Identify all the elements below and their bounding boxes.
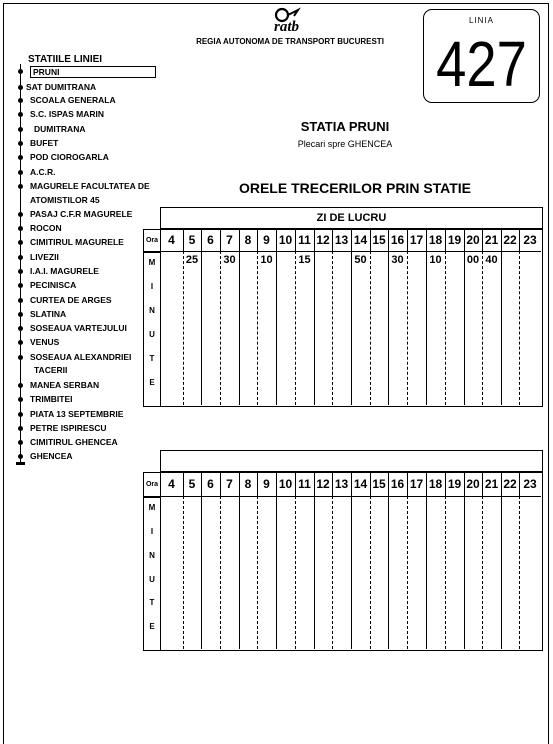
hour-separator xyxy=(276,229,277,251)
minute-column-line xyxy=(257,496,258,649)
hour-cell: 19 xyxy=(447,477,462,491)
minute-letter: I xyxy=(150,282,154,291)
stop-marker-icon xyxy=(18,454,23,459)
stop-marker-icon xyxy=(18,85,23,90)
hour-cell: 17 xyxy=(409,477,424,491)
hour-separator xyxy=(332,229,333,251)
minute-column-line xyxy=(407,496,408,649)
line-label: LINIA xyxy=(468,16,494,25)
hour-cell: 13 xyxy=(334,233,349,247)
minute-column-line xyxy=(332,496,333,649)
hour-cell: 10 xyxy=(278,233,293,247)
hour-cell: 22 xyxy=(503,477,517,491)
hour-separator xyxy=(445,472,446,496)
hour-cell: 17 xyxy=(409,233,424,247)
stop-item: TACERII xyxy=(34,365,68,375)
stop-item: MAGURELE FACULTATEA DE xyxy=(30,181,150,191)
hour-separator xyxy=(501,229,502,251)
minute-letter: N xyxy=(149,550,155,560)
minute-letter: U xyxy=(149,330,155,339)
stop-item: SCOALA GENERALA xyxy=(30,95,116,105)
stop-marker-icon xyxy=(18,212,23,217)
hour-cell: 16 xyxy=(390,233,405,247)
minute-column-line xyxy=(295,496,296,649)
hour-cell: 8 xyxy=(244,233,252,247)
minute-cell: 25 xyxy=(185,254,199,266)
line-number-box xyxy=(423,9,540,103)
timetable-title: ORELE TRECERILOR PRIN STATIE xyxy=(238,180,472,196)
stop-marker-icon xyxy=(18,440,23,445)
minute-cell: 10 xyxy=(260,254,273,266)
hour-cell: 14 xyxy=(353,233,368,247)
stop-marker-icon xyxy=(18,326,23,331)
hour-separator xyxy=(314,229,315,251)
hour-cell: 11 xyxy=(298,233,311,247)
minute-cell: 10 xyxy=(429,254,442,266)
stop-marker-icon xyxy=(18,127,23,132)
stop-item: POD CIOROGARLA xyxy=(30,152,109,162)
direction: Plecari spre GHENCEA xyxy=(297,139,393,149)
minute-cell: 30 xyxy=(223,254,236,266)
table-header-label: ZI DE LUCRU xyxy=(160,207,543,229)
minute-letter: T xyxy=(149,354,155,363)
hour-cell: 4 xyxy=(168,233,175,247)
hour-cell: 21 xyxy=(484,477,499,491)
stop-marker-icon xyxy=(18,98,23,103)
hour-cell: 20 xyxy=(466,233,480,247)
stop-marker-icon xyxy=(18,298,23,303)
hour-separator xyxy=(295,472,296,496)
hour-separator xyxy=(239,472,240,496)
minute-column-line xyxy=(370,251,371,405)
minute-letter: U xyxy=(149,574,155,584)
stop-marker-icon xyxy=(18,283,23,288)
hour-separator xyxy=(464,472,465,496)
hour-cell: 14 xyxy=(353,477,368,491)
hour-separator xyxy=(239,229,240,251)
minute-column-line xyxy=(351,251,352,405)
minute-column-line xyxy=(351,496,352,649)
hour-cell: 18 xyxy=(428,477,443,491)
stop-item: PETRE ISPIRESCU xyxy=(30,423,107,433)
minute-column-line xyxy=(501,251,502,405)
minute-label xyxy=(143,251,161,407)
stop-marker-icon xyxy=(18,240,23,245)
minute-column-line xyxy=(445,251,446,405)
minute-column-line xyxy=(519,496,520,649)
minute-column-line xyxy=(426,496,427,649)
hour-separator xyxy=(426,229,427,251)
stop-item: CURTEA DE ARGES xyxy=(30,295,112,305)
stop-item: A.C.R. xyxy=(30,167,56,177)
stop-item: SOSEAUA ALEXANDRIEI xyxy=(30,352,132,362)
hour-separator xyxy=(482,472,483,496)
minute-cell: 30 xyxy=(391,254,404,266)
minute-column-line xyxy=(276,496,277,649)
hour-cell: 13 xyxy=(334,477,349,491)
minute-column-line xyxy=(464,496,465,649)
minute-column-line xyxy=(295,251,296,405)
hour-cell: 10 xyxy=(278,477,293,491)
hour-separator xyxy=(183,229,184,251)
minute-column-line xyxy=(183,496,184,649)
hour-separator xyxy=(388,229,389,251)
minute-letter: M xyxy=(148,258,156,267)
hour-separator xyxy=(370,472,371,496)
stop-item: SAT DUMITRANA xyxy=(26,82,97,92)
minute-cell: 00 xyxy=(466,254,480,266)
hour-cell: 22 xyxy=(503,233,517,247)
minute-column-line xyxy=(370,496,371,649)
hour-separator xyxy=(201,472,202,496)
minute-column-line xyxy=(388,496,389,649)
minute-column-line xyxy=(220,496,221,649)
minute-letter: E xyxy=(149,378,155,387)
stop-marker-icon xyxy=(18,397,23,402)
stop-item: I.A.I. MAGURELE xyxy=(30,266,99,276)
stop-item: CIMITIRUL MAGURELE xyxy=(30,237,124,247)
hour-separator xyxy=(519,472,520,496)
minute-column-line xyxy=(445,496,446,649)
hour-separator xyxy=(295,229,296,251)
hour-separator xyxy=(257,472,258,496)
hour-separator xyxy=(426,472,427,496)
stop-marker-icon xyxy=(18,340,23,345)
minute-column-line xyxy=(482,496,483,649)
hour-separator xyxy=(407,472,408,496)
hour-cell: 11 xyxy=(298,477,311,491)
hour-separator xyxy=(276,472,277,496)
minute-column-line xyxy=(314,496,315,649)
minute-column-line xyxy=(220,251,221,405)
stop-marker-icon xyxy=(18,69,23,74)
stop-marker-icon xyxy=(18,226,23,231)
stop-item: PASAJ C.F.R MAGURELE xyxy=(30,209,133,219)
stop-item: TRIMBITEI xyxy=(30,394,73,404)
hour-cell: 20 xyxy=(466,477,480,491)
line-number: 427 xyxy=(436,28,527,100)
stop-item: DUMITRANA xyxy=(34,124,86,134)
hour-separator xyxy=(332,472,333,496)
minute-column-line xyxy=(501,496,502,649)
hour-separator xyxy=(351,229,352,251)
minute-label xyxy=(143,496,161,651)
stop-item: PECINISCA xyxy=(30,280,77,290)
hour-separator xyxy=(445,229,446,251)
hour-separator xyxy=(220,229,221,251)
hour-separator xyxy=(220,472,221,496)
hour-cell: 23 xyxy=(523,233,537,247)
stop-item: CIMITIRUL GHENCEA xyxy=(30,437,118,447)
stop-marker-icon xyxy=(18,184,23,189)
hour-separator xyxy=(464,229,465,251)
hour-cell: 21 xyxy=(484,233,499,247)
minute-letter: T xyxy=(149,598,155,608)
hour-separator xyxy=(482,229,483,251)
minute-column-line xyxy=(464,251,465,405)
stops-title: STATIILE LINIEI xyxy=(28,54,103,65)
stop-marker-icon xyxy=(18,112,23,117)
ratb-logo xyxy=(270,6,326,32)
hour-cell: 9 xyxy=(263,477,270,491)
route-line xyxy=(20,64,21,464)
stop-marker-icon xyxy=(18,426,23,431)
hour-separator xyxy=(257,229,258,251)
minute-column-line xyxy=(519,251,520,405)
stop-marker-icon xyxy=(18,383,23,388)
hour-separator xyxy=(501,472,502,496)
hour-cell: 5 xyxy=(188,233,196,247)
hour-cell: 15 xyxy=(372,233,386,247)
hour-cell: 7 xyxy=(226,477,233,491)
ora-label: Ora xyxy=(143,229,161,253)
minute-column-line xyxy=(388,251,389,405)
minute-cell: 40 xyxy=(485,254,498,266)
hour-separator xyxy=(407,229,408,251)
stop-item: BUFET xyxy=(30,138,59,148)
hour-cell: 19 xyxy=(447,233,462,247)
hour-cell: 6 xyxy=(207,233,214,247)
stop-item: ROCON xyxy=(30,223,62,233)
hour-cell: 9 xyxy=(263,233,270,247)
hour-cell: 7 xyxy=(226,233,233,247)
minute-column-line xyxy=(183,251,184,405)
minute-cell: 50 xyxy=(354,254,367,266)
minute-column-line xyxy=(482,251,483,405)
minute-cell: 15 xyxy=(298,254,311,266)
minute-letter: I xyxy=(150,526,154,536)
hour-cell: 6 xyxy=(207,477,214,491)
minute-column-line xyxy=(314,251,315,405)
stop-item: SLATINA xyxy=(30,309,67,319)
hour-separator xyxy=(370,229,371,251)
organization-name: REGIA AUTONOMA DE TRANSPORT BUCURESTI xyxy=(196,37,384,46)
stop-marker-icon xyxy=(18,269,23,274)
stop-marker-icon xyxy=(18,141,23,146)
hour-separator xyxy=(351,472,352,496)
stop-item: VENUS xyxy=(30,337,60,347)
hour-cell: 8 xyxy=(244,477,252,491)
minute-column-line xyxy=(257,251,258,405)
minute-column-line xyxy=(239,251,240,405)
stop-item: PIATA 13 SEPTEMBRIE xyxy=(30,409,124,419)
stop-marker-icon xyxy=(18,170,23,175)
route-end-marker xyxy=(16,462,25,465)
hour-cell: 15 xyxy=(372,477,386,491)
stop-item: MANEA SERBAN xyxy=(30,380,100,390)
minute-column-line xyxy=(239,496,240,649)
minute-column-line xyxy=(201,496,202,649)
hour-cell: 23 xyxy=(523,477,537,491)
stop-item: PRUNI xyxy=(30,66,156,78)
hour-cell: 4 xyxy=(168,477,175,491)
hour-cell: 12 xyxy=(316,233,330,247)
stop-item: S.C. ISPAS MARIN xyxy=(30,109,104,119)
minute-column-line xyxy=(276,251,277,405)
stop-marker-icon xyxy=(18,312,23,317)
stop-marker-icon xyxy=(18,155,23,160)
hour-separator xyxy=(519,229,520,251)
stop-marker-icon xyxy=(18,412,23,417)
hour-cell: 12 xyxy=(316,477,330,491)
minute-column-line xyxy=(407,251,408,405)
hour-separator xyxy=(201,229,202,251)
stop-item: ATOMISTILOR 45 xyxy=(30,195,100,205)
station-name: STATIA PRUNI xyxy=(300,119,390,134)
stop-marker-icon xyxy=(18,255,23,260)
hour-cell: 18 xyxy=(428,233,443,247)
hour-separator xyxy=(388,472,389,496)
hour-separator xyxy=(183,472,184,496)
svg-text:ratb: ratb xyxy=(274,19,300,32)
ora-label: Ora xyxy=(143,472,161,498)
stop-marker-icon xyxy=(18,355,23,360)
hour-cell: 5 xyxy=(188,477,196,491)
minute-letter: E xyxy=(149,622,155,632)
table-header-label xyxy=(160,450,543,472)
minute-column-line xyxy=(201,251,202,405)
hour-cell: 16 xyxy=(390,477,405,491)
stop-item: GHENCEA xyxy=(30,451,73,461)
minute-letter: M xyxy=(148,503,156,512)
minute-letter: N xyxy=(149,306,155,315)
hour-separator xyxy=(314,472,315,496)
stop-item: SOSEAUA VARTEJULUI xyxy=(30,323,127,333)
stop-item: LIVEZII xyxy=(30,252,59,262)
minute-column-line xyxy=(332,251,333,405)
minute-column-line xyxy=(426,251,427,405)
